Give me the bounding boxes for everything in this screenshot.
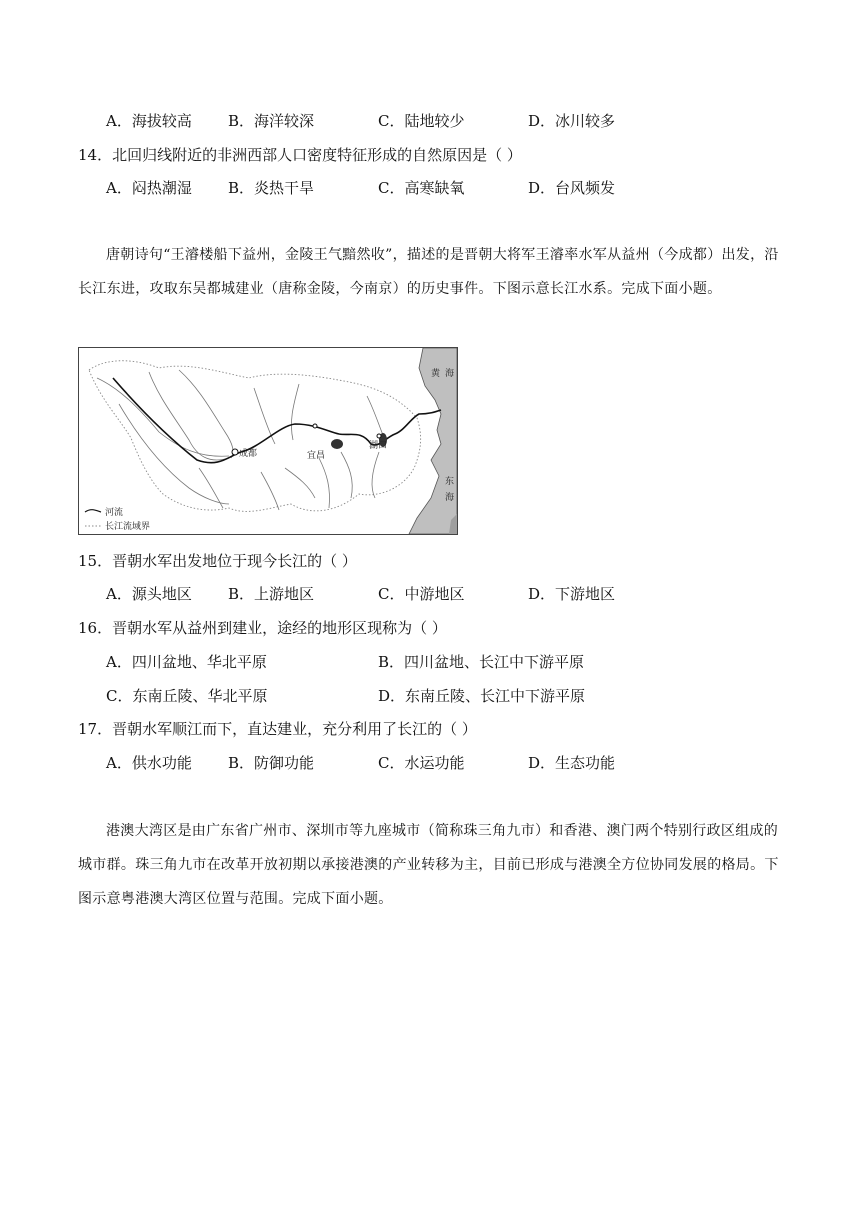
legend-river-symbol [85, 510, 101, 512]
q14-option-a: A．闷热潮湿 [106, 179, 192, 197]
q16-option-c: C．东南丘陵、华北平原 [106, 687, 268, 705]
passage-yangtze-text: 唐朝诗句“王濬楼船下益州，金陵王气黯然收”，描述的是晋朝大将军王濬率水军从益州（今成都）出发，沿长江东进，攻取东吴都城建业（唐称金陵，今南京）的历史事件。下图示意长江水系。完成下面小题。 [78, 247, 779, 297]
yichang-marker [313, 424, 317, 428]
tributaries [97, 370, 388, 510]
chengdu-marker [232, 449, 238, 455]
q15-option-c: C．中游地区 [378, 585, 465, 603]
yangtze-main-river [113, 378, 441, 463]
dongting-lake [331, 439, 343, 449]
passage-greater-bay-area-text: 港澳大湾区是由广东省广州市、深圳市等九座城市（简称珠三角九市）和香港、澳门两个特别行政区组成的城市群。珠三角九市在改革开放初期以承接港澳的产业转移为主，目前已形成与港澳全方位协同发展的格局。下图示意粤港澳大湾区位置与范围。完成下面小题。 [78, 823, 779, 907]
q14-option-b: B．炎热干旱 [228, 179, 315, 197]
label-donghai-1: 东 [445, 477, 455, 487]
q15-option-d: D．下游地区 [528, 585, 616, 603]
yangtze-map-svg [79, 348, 457, 534]
q15-stem: 15．晋朝水军出发地位于现今长江的（ ） [78, 552, 357, 570]
label-yichang: 宜昌 [307, 451, 326, 461]
q13-option-b: B．海洋较深 [228, 112, 315, 130]
label-huanghai-2: 海 [445, 369, 455, 379]
q15-option-a: A．源头地区 [106, 585, 192, 603]
q16-option-a: A．四川盆地、华北平原 [106, 653, 267, 671]
yangtze-river-map [78, 347, 458, 535]
q15-option-b: B．上游地区 [228, 585, 315, 603]
q16-option-d: D．东南丘陵、长江中下游平原 [378, 687, 586, 705]
q17-option-b: B．防御功能 [228, 754, 315, 772]
q17-stem: 17．晋朝水军顺江而下，直达建业，充分利用了长江的（ ） [78, 720, 477, 738]
label-hukou: 湖口 [369, 441, 388, 451]
q16-stem: 16．晋朝水军从益州到建业，途经的地形区现称为（ ） [78, 619, 447, 637]
q13-option-c: C．陆地较少 [378, 112, 465, 130]
basin-boundary-line [89, 361, 421, 512]
passage-yangtze [78, 238, 783, 306]
label-chengdu: 成都 [239, 449, 258, 459]
q17-option-d: D．生态功能 [528, 754, 616, 772]
label-huanghai-1: 黄 [431, 369, 441, 379]
q14-option-c: C．高寒缺氧 [378, 179, 465, 197]
q17-option-a: A．供水功能 [106, 754, 192, 772]
q17-option-c: C．水运功能 [378, 754, 465, 772]
q14-option-d: D．台风频发 [528, 179, 616, 197]
q13-option-a: A．海拔较高 [106, 112, 192, 130]
q14-stem: 14．北回归线附近的非洲西部人口密度特征形成的自然原因是（ ） [78, 146, 522, 164]
legend-boundary-label: 长江流域界 [105, 522, 151, 532]
q16-option-b: B．四川盆地、长江中下游平原 [378, 653, 585, 671]
legend-river-label: 河流 [105, 508, 124, 518]
q13-option-d: D．冰川较多 [528, 112, 616, 130]
hukou-marker [377, 434, 381, 438]
label-donghai-2: 海 [445, 493, 455, 503]
passage-greater-bay-area [78, 814, 783, 916]
